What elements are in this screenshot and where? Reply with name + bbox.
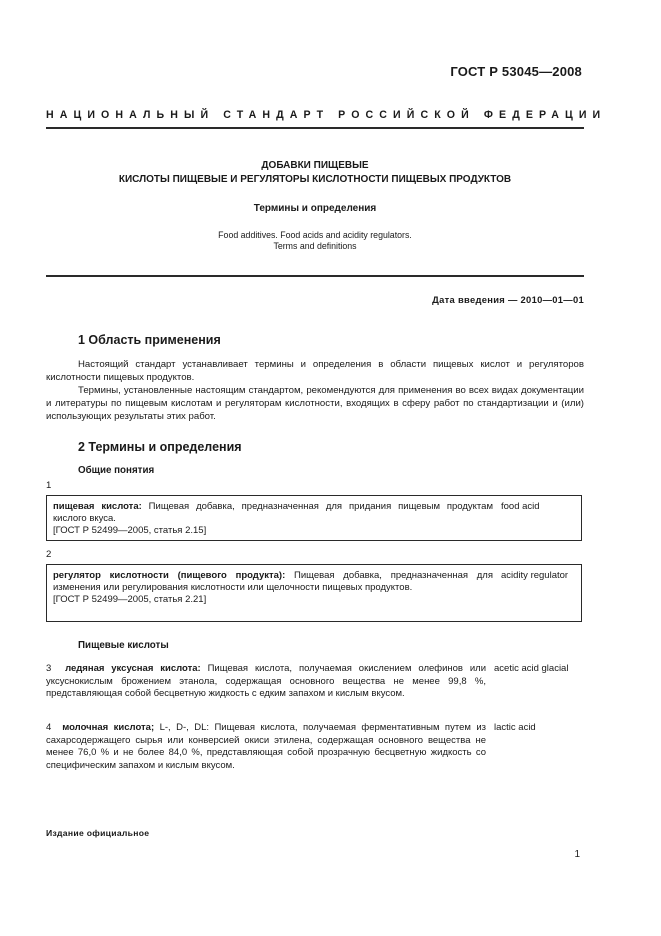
- document-title: [46, 159, 584, 187]
- term-3-term: ледяная уксусная кислота:: [65, 663, 201, 674]
- term-4-definition: L-, D-, DL: Пищевая кислота, получаемая ферментативным путем из сахарсодержащего сырья или конверсией окиси этилена, содержащая основного вещества не менее 76,0 % и не более 84,0 %, представляющая собой прозрачную бесцветную жидкость со специфическим запахом и кислым вкусом.: [46, 722, 486, 771]
- term-4-body: [46, 722, 486, 772]
- divider-title: [46, 275, 584, 277]
- term-1-definition: Пищевая добавка, предназначенная для придания пищевым продуктам кислого вкуса.: [53, 501, 493, 524]
- term-3-body: [46, 663, 486, 701]
- gost-number: ГОСТ Р 53045—2008: [450, 64, 582, 79]
- title-line-2: КИСЛОТЫ ПИЩЕВЫЕ И РЕГУЛЯТОРЫ КИСЛОТНОСТИ ПИЩЕВЫХ ПРОДУКТОВ: [118, 174, 512, 185]
- term-1-reference: [ГОСТ Р 52499—2005, статья 2.15]: [53, 525, 207, 536]
- english-title-line-2: Terms and definitions: [273, 241, 357, 251]
- term-1-box: [46, 495, 582, 541]
- section-1-paragraph-2: Термины, установленные настоящим стандартом, рекомендуются для применения во всех видах документации и литературы по пищевым кислотам и регуляторам кислотности, входящих в сферу работ по стандартизации и (или) использующих результаты этих работ.: [46, 385, 584, 422]
- term-2-definition: Пищевая добавка, предназначенная для изменения или регулирования кислотности или щелочности пищевых продуктов.: [53, 570, 493, 593]
- term-3-english: acetic acid glacial: [494, 663, 569, 674]
- document-subtitle: Термины и определения: [253, 203, 377, 214]
- term-2-number: 2: [46, 549, 52, 560]
- section-2-heading: 2 Термины и определения: [78, 440, 242, 454]
- group-general-heading: Общие понятия: [78, 465, 155, 476]
- section-1-text: [46, 358, 584, 423]
- term-2-box: [46, 564, 582, 622]
- term-4-term: молочная кислота;: [62, 722, 155, 733]
- term-2-body: [53, 570, 493, 606]
- term-2-term: регулятор кислотности (пищевого продукта):: [53, 570, 286, 581]
- english-title: [46, 230, 584, 252]
- term-3-row: [46, 663, 584, 715]
- section-1-paragraph-1: Настоящий стандарт устанавливает термины и определения в области пищевых кислот и регуляторов кислотности пищевых продуктов.: [46, 359, 584, 383]
- english-title-line-1: Food additives. Food acids and acidity regulators.: [218, 230, 412, 240]
- intro-date: Дата введения — 2010—01—01: [432, 294, 584, 305]
- term-1-english: food acid: [501, 501, 540, 512]
- section-1-heading: 1 Область применения: [78, 333, 221, 347]
- standard-banner: НАЦИОНАЛЬНЫЙ СТАНДАРТ РОССИЙСКОЙ ФЕДЕРАЦИИ: [46, 109, 607, 121]
- term-3-number: 3: [46, 663, 52, 674]
- divider-top: [46, 127, 584, 129]
- group-food-acids-heading: Пищевые кислоты: [78, 640, 169, 651]
- title-line-1: ДОБАВКИ ПИЩЕВЫЕ: [261, 160, 369, 171]
- term-1-term: пищевая кислота:: [53, 501, 142, 512]
- term-2-reference: [ГОСТ Р 52499—2005, статья 2.21]: [53, 594, 207, 605]
- term-2-english: acidity regulator: [501, 570, 569, 581]
- term-4-english: lactic acid: [494, 722, 536, 733]
- term-3-definition: Пищевая кислота, получаемая окислением олефинов или уксуснокислым брожением этанола, содержащая основного вещества не менее 99,8 %, представляющая собой бесцветную жидкость с едким запахом и кислым вкусом.: [46, 663, 487, 700]
- term-1-number: 1: [46, 480, 52, 491]
- term-1-body: [53, 501, 493, 537]
- term-4-row: [46, 722, 584, 774]
- term-4-number: 4: [46, 722, 52, 733]
- edition-label: Издание официальное: [46, 828, 150, 838]
- page-number: 1: [574, 849, 580, 860]
